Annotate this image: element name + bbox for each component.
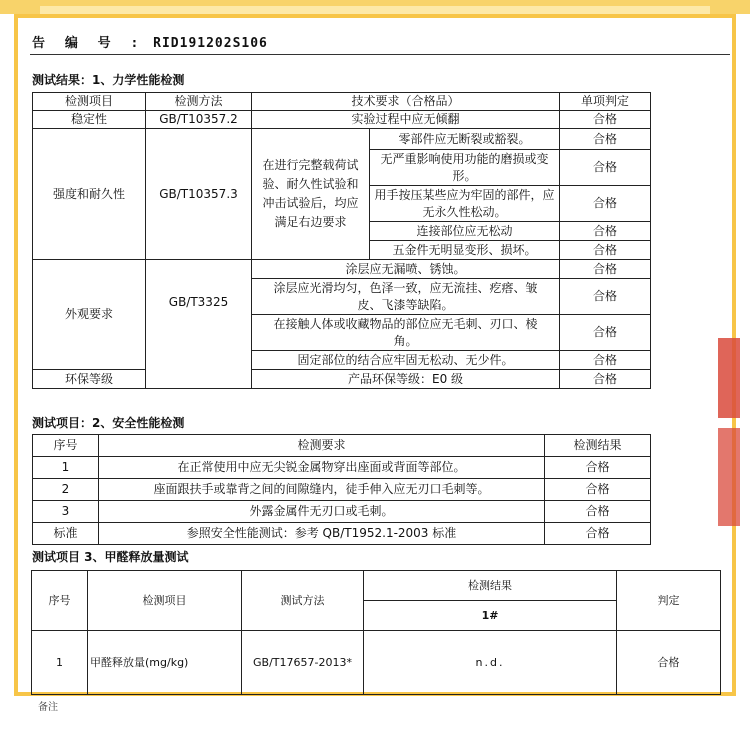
number-cell: 1 [33,457,99,479]
col-header: 单项判定 [560,93,651,111]
table-row [32,631,721,695]
col-header: 序号 [32,571,88,631]
col-header: 判定 [617,571,721,631]
requirement-cell: 用手按压某些应为牢固的部件，应无永久性松动。 [370,186,560,222]
mechanical-test-table [32,92,651,389]
table-row [33,479,651,501]
table-header-row [32,571,721,601]
requirement-cell: 涂层应无漏喷、锈蚀。 [252,260,560,279]
table-row [33,129,651,150]
item-cell: 环保等级 [33,370,146,389]
method-cell: GB/T17657-2013* [242,631,364,695]
result-cell: 合格 [560,315,651,351]
section2-title: 测试项目：2、安全性能检测 [32,416,185,430]
header-rule [30,54,730,55]
section1-title: 测试结果：1、力学性能检测 [32,73,185,87]
result-cell: 合格 [545,523,651,545]
report-number-value: RID191202S106 [153,36,268,51]
safety-test-table [32,434,651,545]
table-row [33,260,651,279]
formaldehyde-test-table [31,570,721,695]
top-border [0,0,750,14]
result-cell: 合格 [545,457,651,479]
table-header-row [33,435,651,457]
requirement-cell: 无严重影响使用功能的磨损或变形。 [370,150,560,186]
result-cell: 合格 [560,150,651,186]
requirement-cell: 产品环保等级：E0 级 [252,370,560,389]
result-cell: 合格 [560,279,651,315]
document-frame [14,14,736,713]
method-cell: GB/T3325 [146,260,252,389]
result-cell: 合格 [560,222,651,241]
result-cell: 合格 [545,501,651,523]
requirement-cell: 实验过程中应无倾翻 [252,111,560,129]
col-header: 技术要求（合格品） [252,93,560,111]
result-cell: 合格 [560,129,651,150]
col-header: 测试方法 [242,571,364,631]
section3-title: 测试项目 3、甲醛释放量测试 [32,550,189,564]
result-cell: 合格 [560,111,651,129]
requirement-cell: 参照安全性能测试：参考 QB/T1952.1-2003 标准 [99,523,545,545]
col-header: 检测结果 [545,435,651,457]
result-cell: 合格 [560,241,651,260]
result-cell: 合格 [560,260,651,279]
result-cell: 合格 [560,186,651,222]
col-header: 检测方法 [146,93,252,111]
requirement-cell: 连接部位应无松动 [370,222,560,241]
requirement-cell: 零部件应无断裂或豁裂。 [370,129,560,150]
col-header: 检测项目 [88,571,242,631]
result-cell: 合格 [560,351,651,370]
sample-header: 1# [364,601,617,631]
requirement-cell: 五金件无明显变形、损坏。 [370,241,560,260]
table-row [33,501,651,523]
result-cell: 合格 [560,370,651,389]
method-cell: GB/T10357.2 [146,111,252,129]
item-cell: 强度和耐久性 [33,129,146,260]
item-cell: 外观要求 [33,260,146,370]
col-header: 检测要求 [99,435,545,457]
number-cell: 1 [32,631,88,695]
number-cell: 3 [33,501,99,523]
requirement-cell: 外露金属件无刃口或毛刺。 [99,501,545,523]
col-header: 检测结果 [364,571,617,601]
col-header: 检测项目 [33,93,146,111]
requirement-cell: 座面跟扶手或靠背之间的间隙缝内，徒手伸入应无刃口毛刺等。 [99,479,545,501]
number-cell: 2 [33,479,99,501]
stamp-mark [718,338,740,418]
table-row [33,457,651,479]
item-cell: 甲醛释放量(mg/kg) [88,631,242,695]
requirement-cell: 涂层应光滑均匀，色泽一致，应无流挂、疙瘩、皱皮、飞漆等缺陷。 [252,279,560,315]
stamp-mark [718,428,740,526]
requirement-cell: 在接触人体或收藏物品的部位应无毛刺、刃口、棱角。 [252,315,560,351]
report-number-label: 告 编 号 : [32,36,145,51]
result-cell: 合格 [617,631,721,695]
method-cell: GB/T10357.3 [146,129,252,260]
table-row [33,523,651,545]
item-cell: 稳定性 [33,111,146,129]
value-cell: n.d. [364,631,617,695]
condition-cell: 在进行完整载荷试验、耐久性试验和冲击试验后，均应满足右边要求 [252,129,370,260]
requirement-cell: 在正常使用中应无尖锐金属物穿出座面或背面等部位。 [99,457,545,479]
col-header: 序号 [33,435,99,457]
report-number [32,32,268,51]
result-cell: 合格 [545,479,651,501]
table-row [33,370,651,389]
footnote-cut: 备注 [38,702,58,713]
table-row [33,111,651,129]
requirement-cell: 固定部位的结合应牢固无松动、无少件。 [252,351,560,370]
table-header-row [33,93,651,111]
number-cell: 标准 [33,523,99,545]
